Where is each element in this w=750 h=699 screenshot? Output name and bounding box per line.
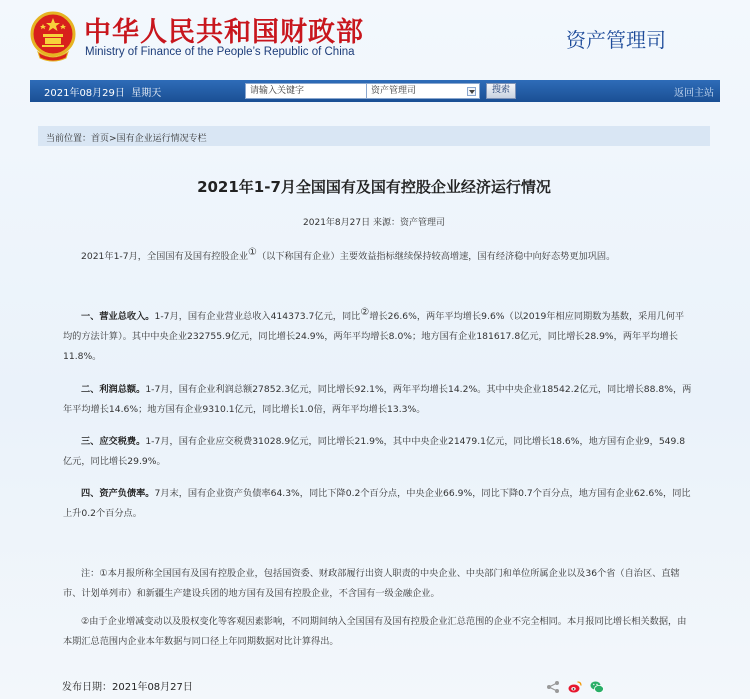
- department-title: 资产管理司: [566, 28, 666, 52]
- search-input[interactable]: 请输入关键字: [245, 83, 387, 99]
- site-title-english: Ministry of Finance of the People’s Republic of China: [85, 46, 355, 58]
- revenue-paragraph: 一、营业总收入。1-7月，国有企业营业总收入414373.7亿元，同比②增长26.6%，两年平均增长9.6%（以2019年相应同期数为基数，采用几何平均的方法计算）。其中中央企业232755.9亿元，同比增长24.9%，两年平均增长8.0%；地方国有企业181617.8亿元，同比增长28.9%，两年平均增长11.8%。: [63, 307, 685, 362]
- article-meta: 2021年8月27日 来源：资产管理司: [303, 218, 445, 228]
- top-nav-bar: [30, 80, 720, 102]
- profit-heading: 二、利润总额。: [81, 384, 146, 395]
- site-title-chinese: 中华人民共和国财政部: [84, 17, 364, 48]
- article-container: [38, 146, 710, 699]
- article-title: 2021年1-7月全国国有及国有控股企业经济运行情况: [197, 178, 551, 196]
- current-date: 2021年08月29日 星期天: [44, 88, 162, 99]
- note-1-paragraph: 注：①本月报所称全国国有及国有控股企业，包括国资委、财政部履行出资人职责的中央企业、中央部门和单位所属企业以及36个省（自治区、直辖市、计划单列市）和新疆生产建设兵团的地方国有及国有控股企业，不含国有一级金融企业。: [63, 568, 680, 599]
- breadcrumb-prefix: 当前位置：: [46, 134, 92, 144]
- search-scope-value: 资产管理司: [371, 86, 417, 96]
- site-header: [0, 0, 750, 76]
- breadcrumb-home-link[interactable]: 首页: [91, 134, 110, 144]
- note-2-paragraph: ②由于企业增减变动以及股权变化等客观因素影响，不同期间纳入全国国有及国有控股企业汇总范围的企业不完全相同。本月报同比增长相关数据，由本期汇总范围内企业本年数据与同口径上年同期数据对比计算得出。: [63, 616, 687, 647]
- chevron-down-icon: [467, 87, 476, 96]
- share-icon[interactable]: [546, 680, 560, 694]
- profit-paragraph: 二、利润总额。1-7月，国有企业利润总额27852.3亿元，同比增长92.1%，两年平均增长14.2%。其中中央企业18542.2亿元，同比增长88.8%，两年平均增长14.6%；地方国有企业9310.1亿元，同比增长1.0倍，两年平均增长13.3%。: [63, 384, 692, 415]
- search-scope-select[interactable]: [366, 83, 480, 99]
- intro-paragraph: 2021年1-7月，全国国有及国有控股企业①（以下称国有企业）主要效益指标继续保持较高增速，国有经济稳中向好态势更加巩固。: [81, 247, 616, 262]
- footnote-mark-1[interactable]: ①: [248, 247, 257, 258]
- publish-date: 发布日期：2021年08月27日: [62, 682, 193, 693]
- revenue-heading: 一、营业总收入。: [81, 311, 155, 322]
- return-home-link[interactable]: 返回主站: [674, 88, 714, 99]
- search-button[interactable]: 搜索: [486, 83, 516, 99]
- debt-ratio-paragraph: 四、资产负债率。7月末，国有企业资产负债率64.3%，同比下降0.2个百分点，中央企业66.9%，同比下降0.7个百分点，地方国有企业62.6%，同比上升0.2个百分点。: [63, 488, 691, 519]
- breadcrumb-section-link[interactable]: 国有企业运行情况专栏: [116, 134, 207, 144]
- weibo-icon[interactable]: [568, 680, 582, 694]
- weekday-label: 星期天: [131, 88, 162, 99]
- tax-paragraph: 三、应交税费。1-7月，国有企业应交税费31028.9亿元，同比增长21.9%，其中中央企业21479.1亿元，同比增长18.6%，地方国有企业9，549.8亿元，同比增长29.9%。: [63, 436, 686, 467]
- footnote-mark-2[interactable]: ②: [360, 307, 370, 318]
- breadcrumb: [38, 126, 710, 146]
- wechat-icon[interactable]: [590, 680, 604, 694]
- debt-ratio-heading: 四、资产负债率。: [81, 488, 155, 499]
- national-emblem-icon: [30, 8, 76, 64]
- tax-heading: 三、应交税费。: [81, 436, 146, 447]
- breadcrumb-separator: >: [109, 134, 117, 144]
